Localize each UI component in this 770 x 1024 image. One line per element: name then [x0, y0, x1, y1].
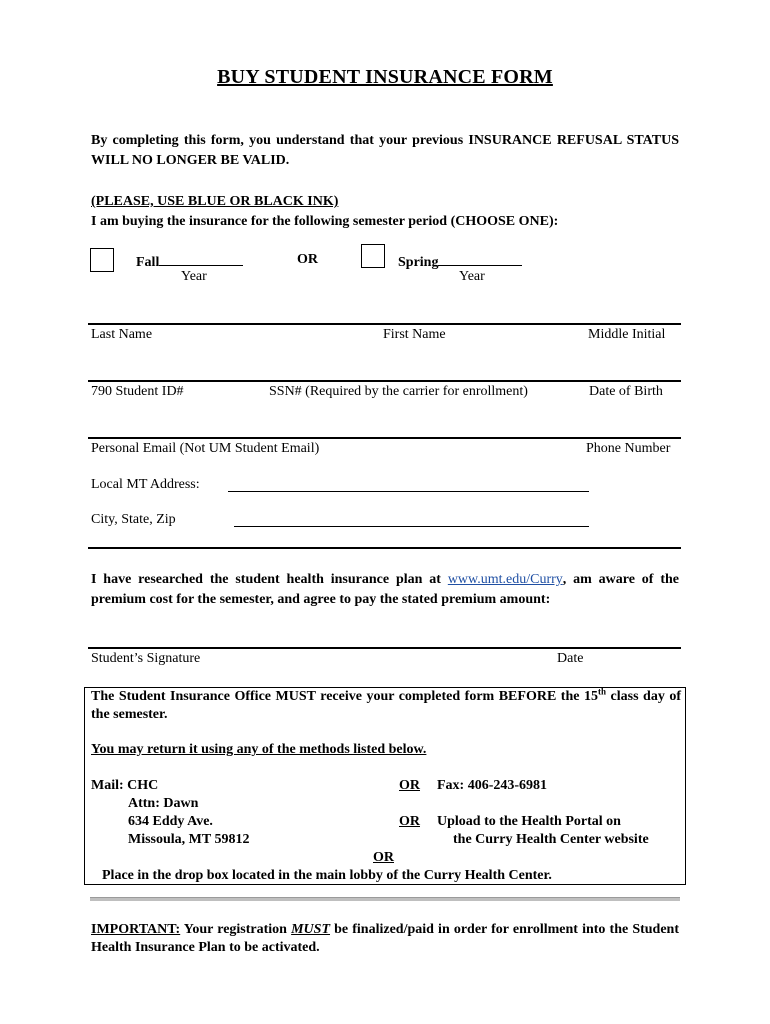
upload-line-2: the Curry Health Center website — [453, 832, 649, 847]
phone-label: Phone Number — [586, 441, 671, 456]
dob-label: Date of Birth — [589, 384, 663, 399]
mail-city: Missoula, MT 59812 — [128, 832, 250, 847]
ink-note-text: (PLEASE, USE BLUE OR BLACK INK) — [91, 194, 339, 209]
fall-year-caption: Year — [181, 269, 207, 284]
first-name-label: First Name — [383, 327, 446, 342]
mail-label: Mail: CHC — [91, 778, 159, 793]
spring-label: Spring — [398, 255, 439, 270]
fax-number: Fax: 406-243-6981 — [437, 778, 548, 793]
fall-checkbox[interactable] — [90, 248, 114, 272]
agreement-text-start: I have researched the student health insurance plan at — [91, 572, 448, 587]
agreement-text-end: , am aware of the premium cost for the semester, and agree to pay the stated premium amount: — [91, 572, 679, 607]
page-title: BUY STUDENT INSURANCE FORM — [217, 66, 553, 88]
spring-year-caption: Year — [459, 269, 485, 284]
city-state-zip-label: City, State, Zip — [91, 512, 176, 527]
middle-initial-label: Middle Initial — [588, 327, 666, 342]
student-id-label: 790 Student ID# — [91, 384, 184, 399]
curry-link[interactable]: www.umt.edu/Curry — [447, 572, 563, 587]
or-fax: OR — [399, 778, 420, 793]
mail-attn: Attn: Dawn — [128, 796, 199, 811]
id-line[interactable] — [88, 380, 681, 382]
city-state-zip-line[interactable] — [234, 526, 589, 527]
spring-checkbox[interactable] — [361, 244, 385, 268]
important-must: MUST — [291, 922, 330, 937]
deadline-text-end: class day of the semester. — [91, 689, 681, 722]
important-label: IMPORTANT: — [91, 922, 181, 937]
section-divider — [88, 547, 681, 549]
signature-line[interactable] — [88, 647, 681, 649]
fall-label: Fall — [136, 255, 160, 270]
local-address-label: Local MT Address: — [91, 477, 200, 492]
name-line[interactable] — [88, 323, 681, 325]
email-label: Personal Email (Not UM Student Email) — [91, 441, 320, 456]
semester-or-label: OR — [297, 252, 318, 267]
spring-year-blank[interactable] — [438, 252, 522, 266]
bottom-divider — [90, 897, 680, 901]
return-methods-heading: You may return it using any of the methods listed below. — [91, 742, 427, 757]
agreement-paragraph — [91, 570, 679, 610]
date-label: Date — [557, 651, 584, 666]
or-dropbox: OR — [373, 850, 394, 865]
local-address-line[interactable] — [228, 491, 589, 492]
or-upload: OR — [399, 814, 420, 829]
deadline-text-start: The Student Insurance Office MUST receive your completed form BEFORE the 15 — [91, 689, 598, 704]
important-text-start: Your registration — [180, 922, 292, 937]
last-name-label: Last Name — [91, 327, 153, 342]
ssn-label: SSN# (Required by the carrier for enrollment) — [269, 384, 528, 399]
ink-note — [91, 192, 679, 212]
deadline-text — [91, 688, 681, 724]
deadline-sup: th — [597, 686, 606, 697]
intro-paragraph: By completing this form, you understand that your previous INSURANCE REFUSAL STATUS WILL NO LONGER BE VALID. — [91, 133, 679, 168]
fall-year-blank[interactable] — [159, 252, 243, 266]
email-line[interactable] — [88, 437, 681, 439]
semester-prompt: I am buying the insurance for the following semester period (CHOOSE ONE): — [91, 214, 559, 229]
dropbox-text: Place in the drop box located in the main lobby of the Curry Health Center. — [102, 868, 552, 883]
important-paragraph — [91, 921, 679, 957]
important-text-end: be finalized/paid in order for enrollment into the Student Health Insurance Plan to be activated. — [91, 922, 680, 955]
signature-label: Student’s Signature — [91, 651, 201, 666]
upload-line-1: Upload to the Health Portal on — [437, 814, 621, 829]
mail-street: 634 Eddy Ave. — [128, 814, 213, 829]
